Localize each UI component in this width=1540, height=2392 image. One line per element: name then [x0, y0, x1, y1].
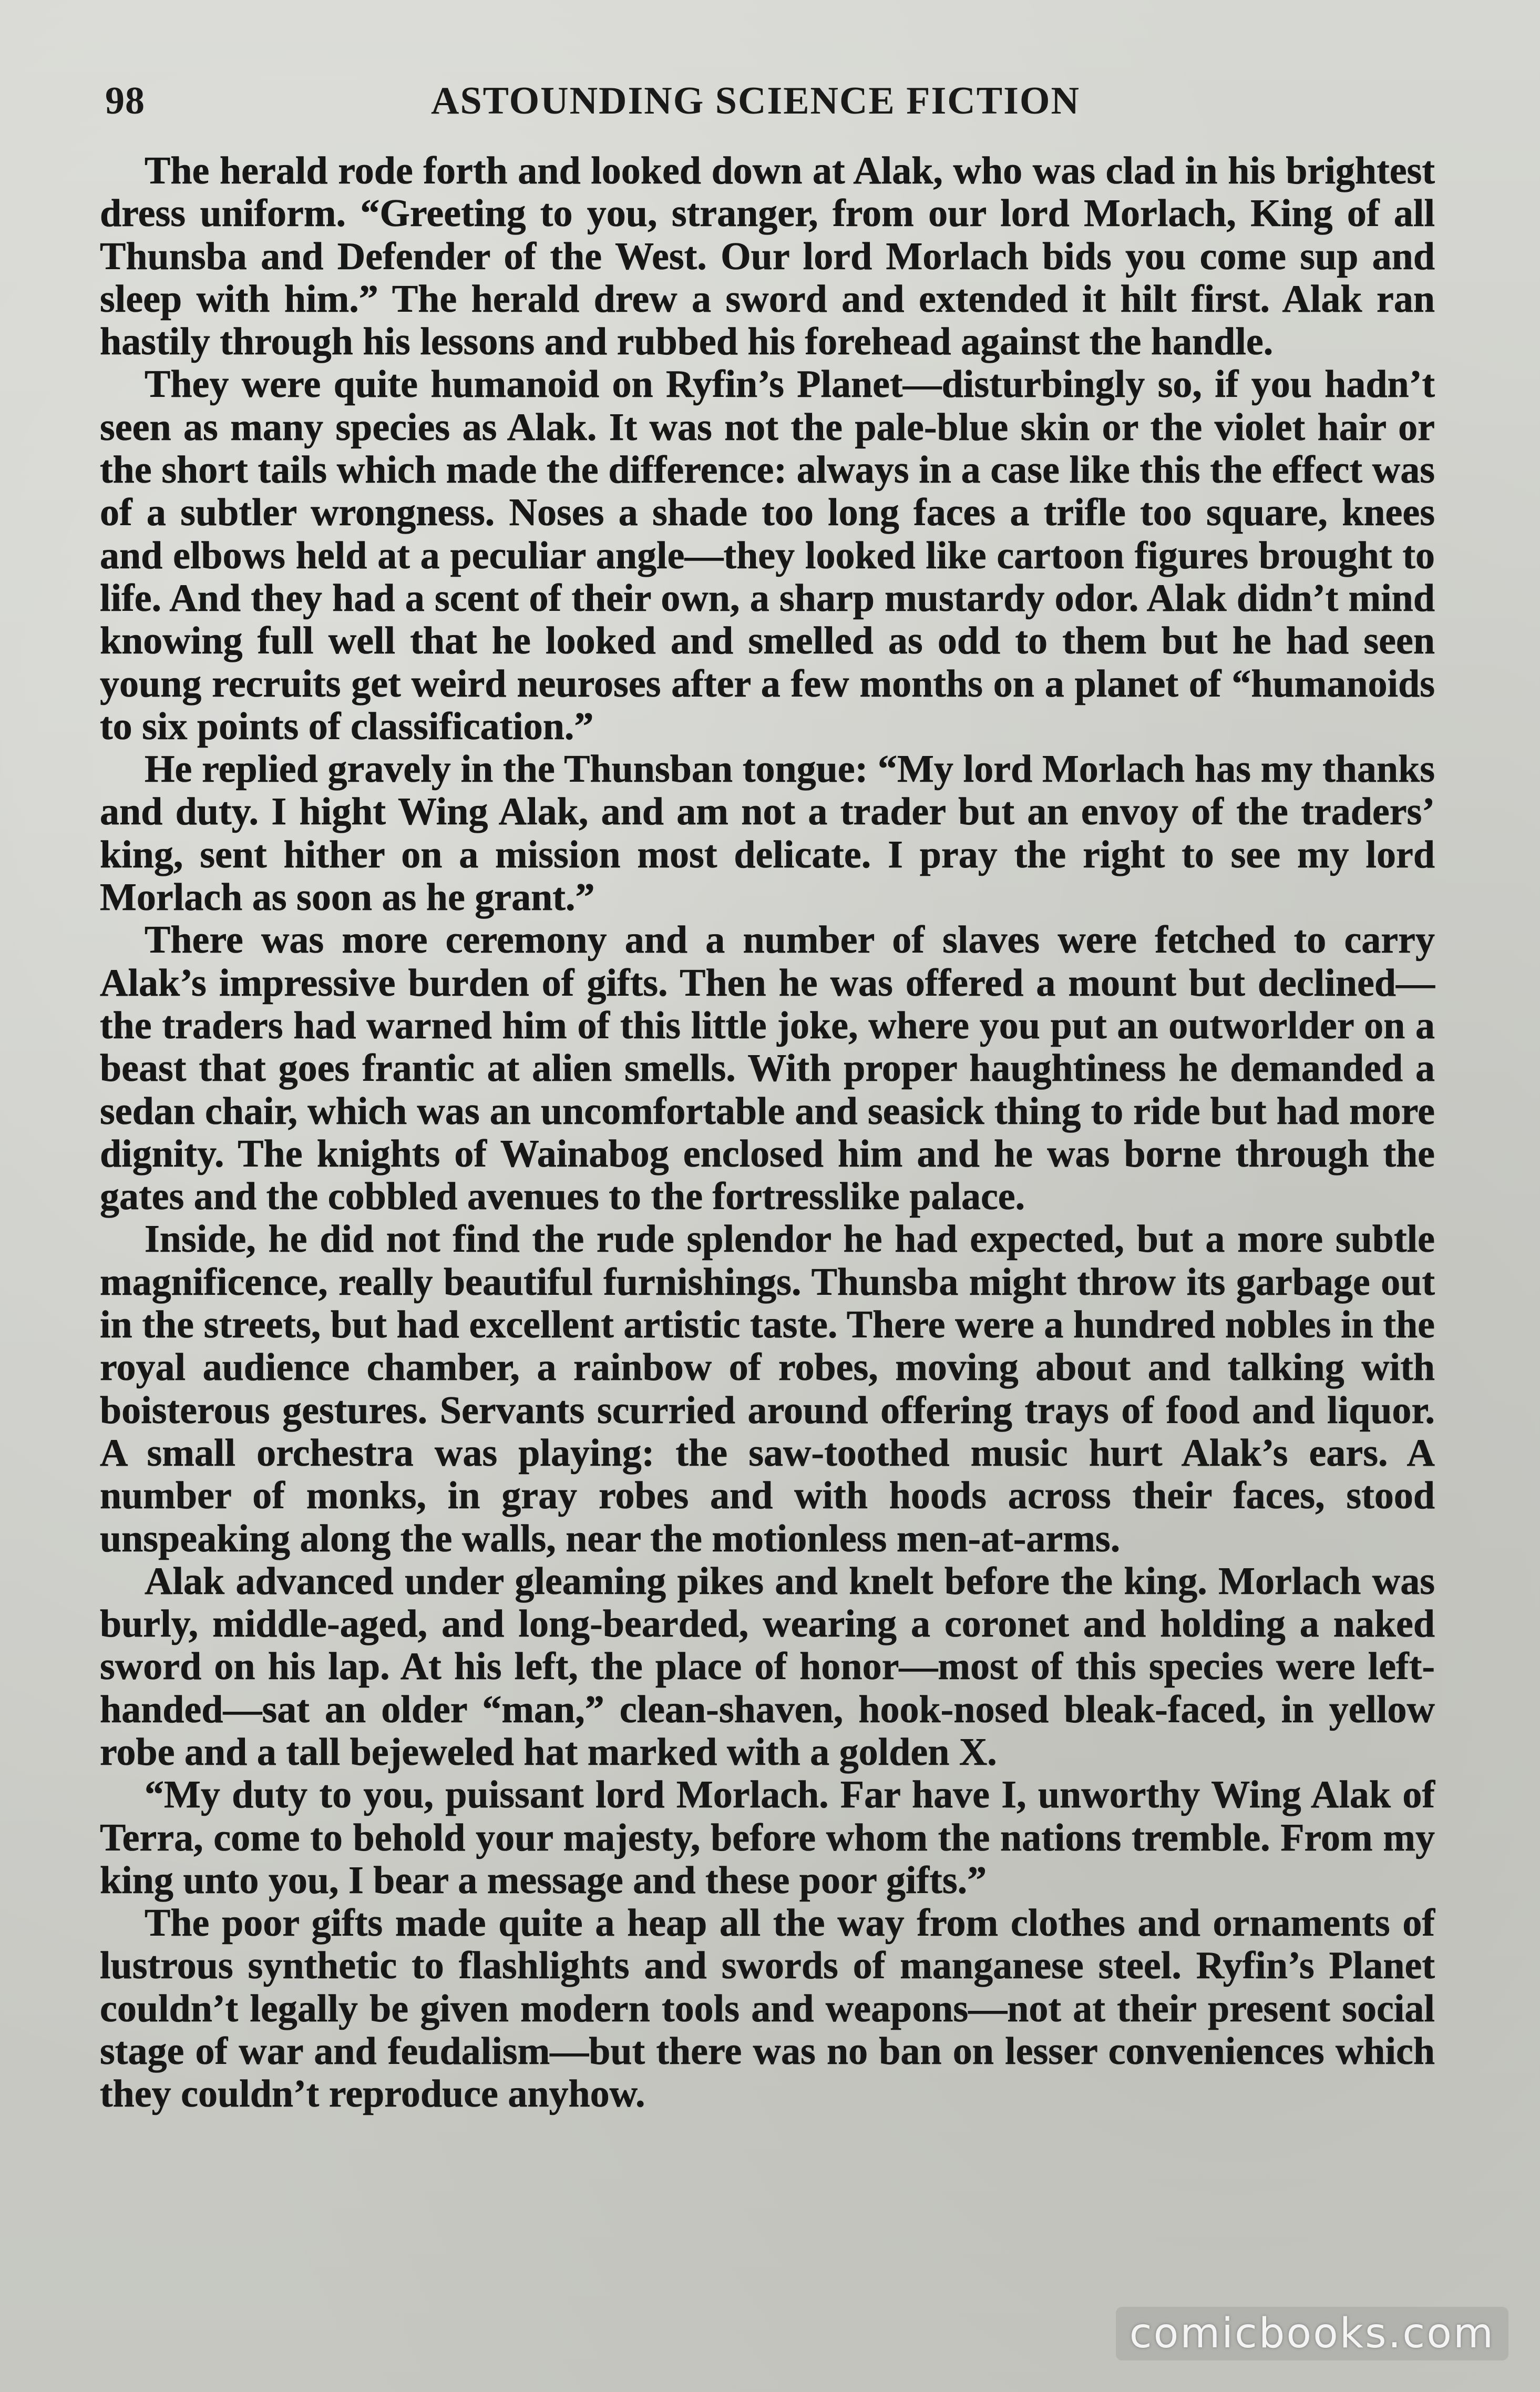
paragraph: “My duty to you, puissant lord Morlach. Far have I, unworthy Wing Alak of Terra, come to behold your majesty, before whom the nations tremble. From my king unto you, I bear a message and these poor gifts.”: [100, 1773, 1435, 1902]
watermark: comicbooks.com: [1116, 2307, 1508, 2360]
page-header: [0, 79, 1540, 137]
paragraph: The herald rode forth and looked down at Alak, who was clad in his brightest dress uniform. “Greeting to you, stranger, from our lord Morlach, King of all Thunsba and Defender of the West. Our lord Morlach bids you come sup and sleep with him.” The herald drew a sword and extended it hilt first. Alak ran hastily through his lessons and rubbed his forehead against the handle.: [100, 149, 1435, 364]
body-text: [100, 150, 1435, 2116]
paragraph: The poor gifts made quite a heap all the way from clothes and ornaments of lustrous synthetic to flashlights and swords of manganese steel. Ryfin’s Planet couldn’t legally be given modern tools and weapons—not at their present social stage of war and feudalism—but there was no ban on lesser conveniences which they couldn’t reproduce anyhow.: [100, 1902, 1435, 2116]
paragraph: They were quite humanoid on Ryfin’s Planet—disturbingly so, if you hadn’t seen as many species as Alak. It was not the pale-blue skin or the violet hair or the short tails which made the difference: always in a case like this the effect was of a subtler wrongness. Noses a shade too long faces a trifle too square, knees and elbows held at a peculiar angle—they looked like cartoon figures brought to life. And they had a scent of their own, a sharp mustardy odor. Alak didn’t mind knowing full well that he looked and smelled as odd to them but he had seen young recruits get weird neuroses after a few months on a planet of “humanoids to six points of classification.”: [100, 363, 1435, 748]
paragraph: He replied gravely in the Thunsban tongue: “My lord Morlach has my thanks and duty. I hight Wing Alak, and am not a trader but an envoy of the traders’ king, sent hither on a mission most delicate. I pray the right to see my lord Morlach as soon as he grant.”: [100, 748, 1435, 919]
paragraph: Alak advanced under gleaming pikes and knelt before the king. Morlach was burly, middle-aged, and long-bearded, wearing a coronet and holding a naked sword on his lap. At his left, the place of honor—most of this species were left-handed—sat an older “man,” clean-shaven, hook-nosed bleak-faced, in yellow robe and a tall bejeweled hat marked with a golden X.: [100, 1559, 1435, 1774]
paragraph: Inside, he did not find the rude splendor he had expected, but a more subtle magnificence, really beautiful furnishings. Thunsba might throw its garbage out in the streets, but had excellent artistic taste. There were a hundred nobles in the royal audience chamber, a rainbow of robes, moving about and talking with boisterous gestures. Servants scurried around offering trays of food and liquor. A small orchestra was playing: the saw-toothed music hurt Alak’s ears. A number of monks, in gray robes and with hoods across their faces, stood unspeaking along the walls, near the motionless men-at-arms.: [100, 1218, 1435, 1560]
running-head: ASTOUNDING SCIENCE FICTION: [431, 79, 1080, 122]
page-number: 98: [105, 79, 145, 122]
paragraph: There was more ceremony and a number of slaves were fetched to carry Alak’s impressive burden of gifts. Then he was offered a mount but declined—the traders had warned him of this little joke, where you put an outworlder on a beast that goes frantic at alien smells. With proper haughtiness he demanded a sedan chair, which was an uncomfortable and seasick thing to ride but had more dignity. The knights of Wainabog enclosed him and he was borne through the gates and the cobbled avenues to the fortresslike palace.: [100, 918, 1435, 1219]
